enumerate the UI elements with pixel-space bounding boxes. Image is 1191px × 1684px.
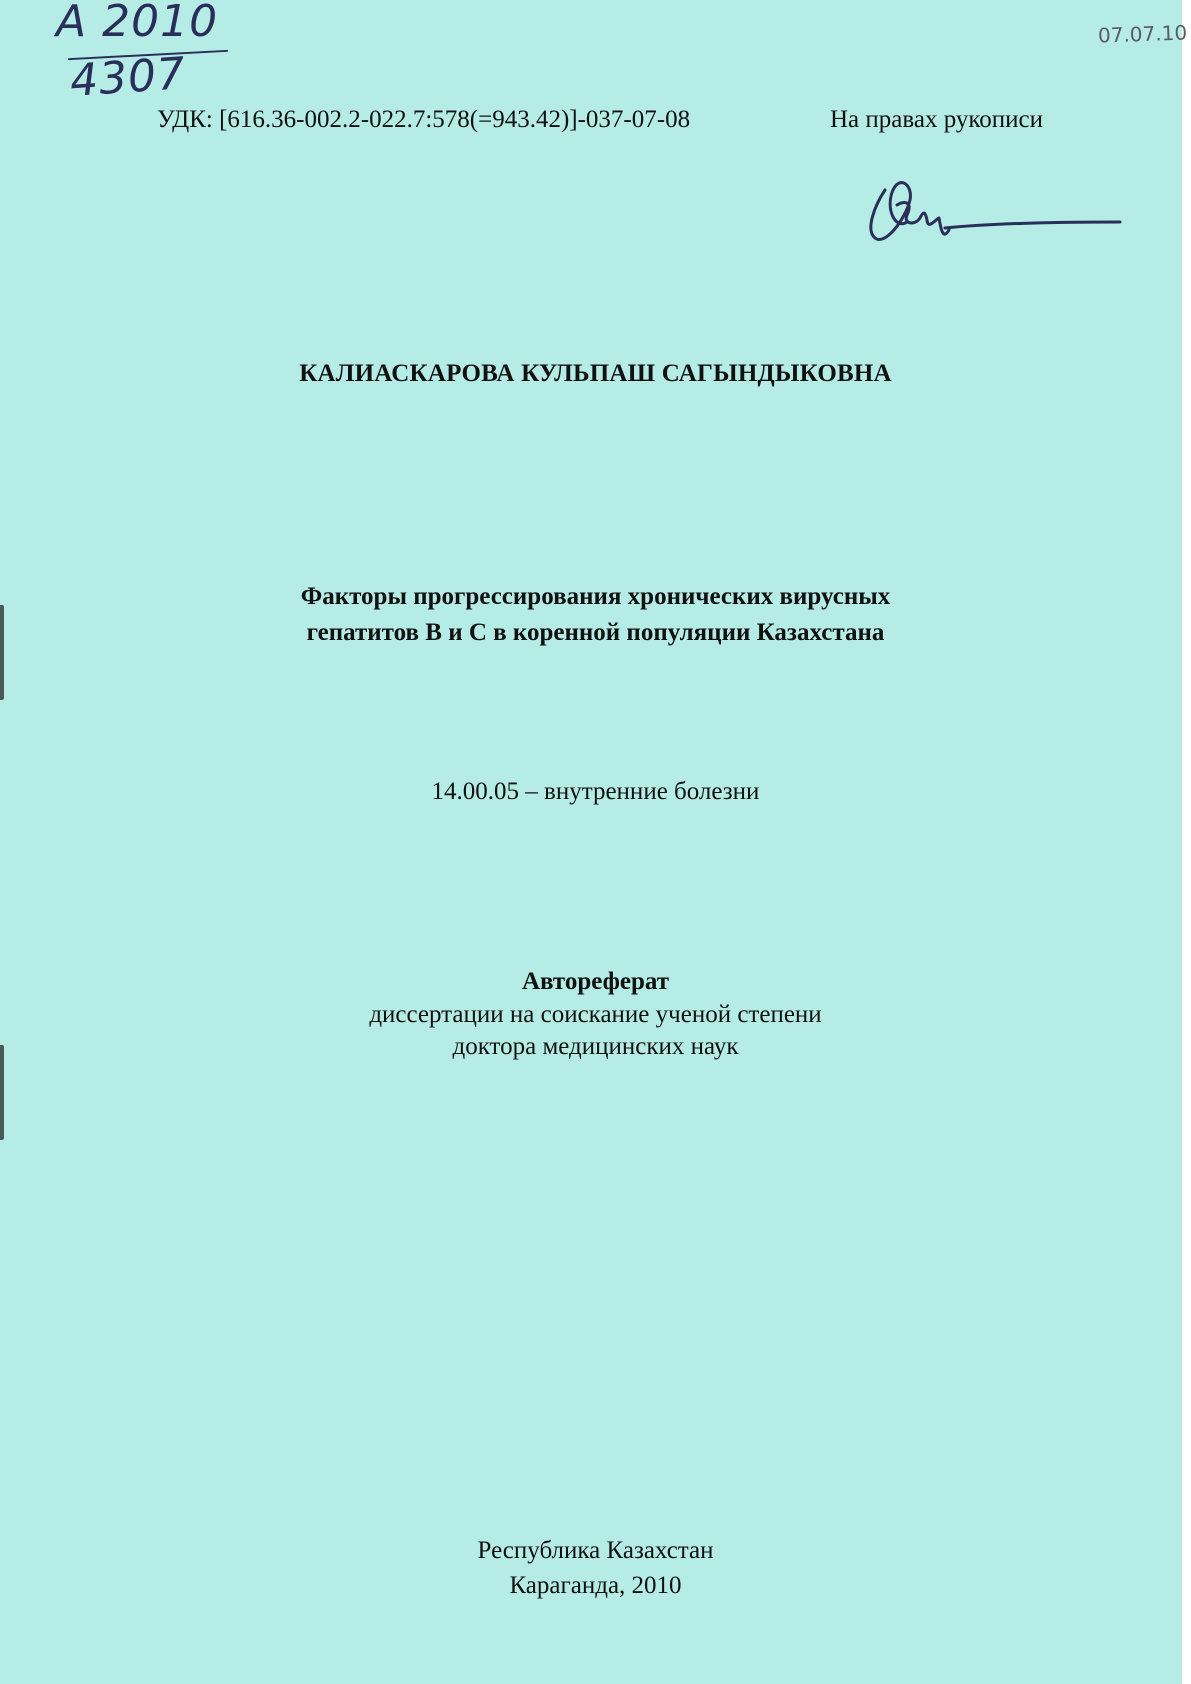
city-year: Караганда, 2010 — [509, 1572, 682, 1599]
handwritten-date: 07.07.10 — [1097, 20, 1188, 48]
country: Республика Казахстан — [477, 1537, 714, 1564]
dissertation-title-line: гепатитов В и С в коренной популяции Казахстана — [306, 619, 885, 646]
dissertation-title-line: Факторы прогрессирования хронических вирусных — [300, 583, 891, 610]
page-edge — [1182, 0, 1191, 1684]
specialty-code: 14.00.05 – внутренние болезни — [431, 778, 760, 805]
document-type-heading: Автореферат — [521, 968, 670, 995]
udc-code: УДК: [616.36-002.2-022.7:578(=943.42)]-037-07-08 — [157, 106, 691, 133]
signature — [845, 160, 1125, 270]
manuscript-rights-note: На правах рукописи — [830, 106, 1043, 133]
author-name: КАЛИАСКАРОВА КУЛЬПАШ САГЫНДЫКОВНА — [299, 360, 892, 387]
degree-description-line: диссертации на соискание ученой степени — [369, 1001, 822, 1028]
degree-description-line: доктора медицинских наук — [452, 1033, 739, 1060]
handwritten-catalog-code: A 2010 — [56, 0, 219, 47]
handwritten-catalog-number: 4307 — [68, 48, 188, 107]
